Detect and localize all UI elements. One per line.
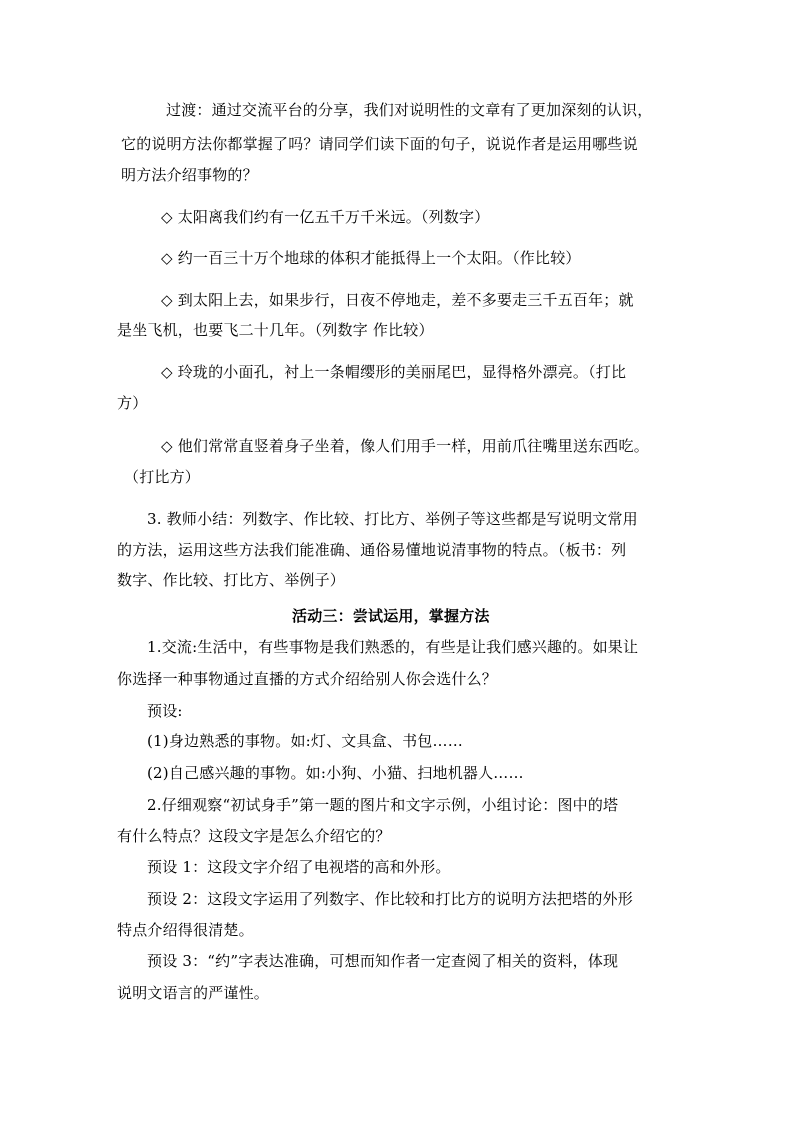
activity-heading: 活动三：尝试运用，掌握方法 xyxy=(292,607,490,625)
text-line: 方） xyxy=(117,394,148,412)
text-line: ◇ 太阳离我们约有一亿五千万千米远。（列数字） xyxy=(161,208,490,226)
text-line: 有什么特点？这段文字是怎么介绍它的？ xyxy=(117,827,391,845)
text-line: 你选择一种事物通过直播的方式介绍给别人你会选什么？ xyxy=(117,670,498,688)
text-line: ◇ 他们常常直竖着身子坐着，像人们用手一样，用前爪往嘴里送东西吃。 xyxy=(161,437,649,455)
text-line: ◇ 约一百三十万个地球的体积才能抵得上一个太阳。（作比较） xyxy=(161,249,581,267)
text-line: （打比方） xyxy=(124,468,201,486)
text-line: 明方法介绍事物的？ xyxy=(121,166,258,184)
text-line: 预设 3：“约”字表达准确，可想而知作者一定查阅了相关的资料，体现 xyxy=(147,952,619,970)
preset-item: (1)身边熟悉的事物。如:灯、文具盒、书包…… xyxy=(147,732,463,750)
text-line: 3. 教师小结：列数字、作比较、打比方、举例子等这些都是写说明文常用 xyxy=(147,510,638,528)
text-line: 特点介绍得很清楚。 xyxy=(117,921,254,939)
text-line: 数字、作比较、打比方、举例子） xyxy=(117,571,346,589)
text-line: 过渡：通过交流平台的分享，我们对说明性的文章有了更加深刻的认识， xyxy=(166,101,653,119)
text-line: 是坐飞机，也要飞二十几年。（列数字 作比较） xyxy=(117,321,434,339)
text-line: 它的说明方法你都掌握了吗？请同学们读下面的句子，说说作者是运用哪些说 xyxy=(121,135,638,153)
text-line: 说明文语言的严谨性。 xyxy=(117,984,270,1002)
text-line: 预设 2：这段文字运用了列数字、作比较和打比方的说明方法把塔的外形 xyxy=(147,890,633,908)
preset-item: (2)自己感兴趣的事物。如:小狗、小猫、扫地机器人…… xyxy=(147,764,524,782)
text-line: ◇ 到太阳上去，如果步行，日夜不停地走，差不多要走三千五百年；就 xyxy=(161,291,634,309)
text-line: 1.交流:生活中，有些事物是我们熟悉的，有些是让我们感兴趣的。如果让 xyxy=(147,638,639,656)
text-line: 2.仔细观察“初试身手”第一题的图片和文字示例，小组讨论：图中的塔 xyxy=(147,796,619,814)
text-line: 的方法，运用这些方法我们能准确、通俗易懂地说清事物的特点。（板书：列 xyxy=(117,541,627,559)
preset-label: 预设: xyxy=(147,702,183,720)
text-line: ◇ 玲珑的小面孔，衬上一条帽缨形的美丽尾巴，显得格外漂亮。（打比 xyxy=(161,363,627,381)
preset-answer: 预设 1：这段文字介绍了电视塔的高和外形。 xyxy=(147,858,451,876)
